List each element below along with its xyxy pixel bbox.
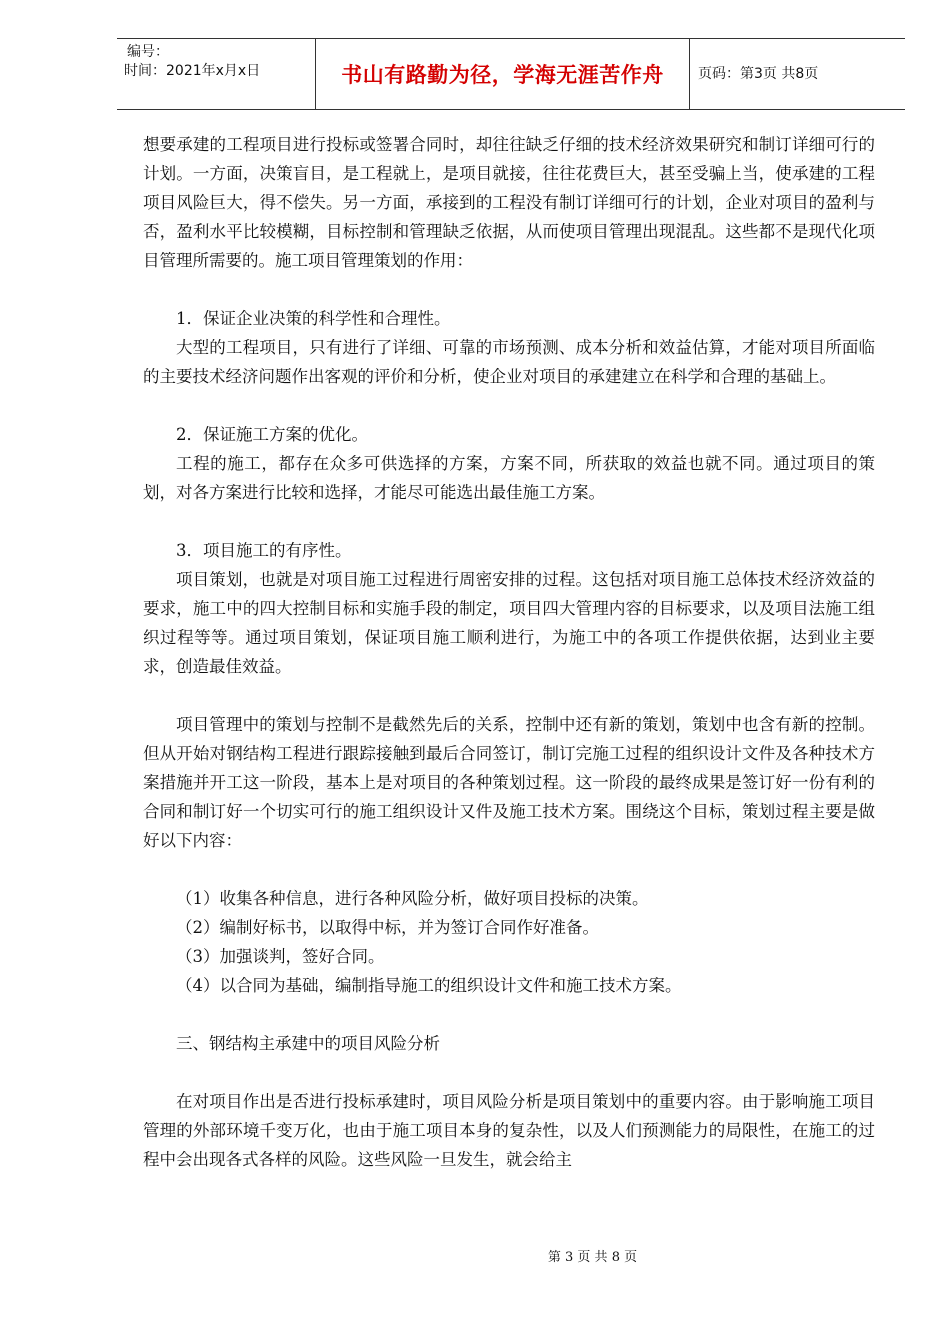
item-heading: 3．项目施工的有序性。: [176, 541, 352, 560]
time-label: 时间：2021年x月x日: [124, 63, 261, 79]
spacer: [143, 855, 875, 884]
spacer: [143, 507, 875, 536]
paragraph: 工程的施工，都存在众多可供选择的方案，方案不同，所获取的效益也就不同。通过项目的策划，对各方案进行比较和选择，才能尽可能选出最佳施工方案。: [143, 454, 875, 502]
item-heading: 2．保证施工方案的优化。: [176, 425, 368, 444]
item-heading: 1．保证企业决策的科学性和合理性。: [176, 309, 451, 328]
page-label: 页码：第3页 共8页: [698, 65, 819, 82]
spacer: [143, 275, 875, 304]
list-item: （4）以合同为基础，编制指导施工的组织设计文件和施工技术方案。: [176, 976, 682, 995]
header-page-cell: [690, 39, 905, 109]
document-body: [143, 130, 875, 1174]
paragraph: 想要承建的工程项目进行投标或签署合同时，却往往缺乏仔细的技术经济效果研究和制订详细可行的计划。一方面，决策盲目，是工程就上，是项目就接，往往花费巨大，甚至受骗上当，使承建的工程项目风险巨大，得不偿失。另一方面，承接到的工程没有制订详细可行的计划，企业对项目的盈利与否，盈利水平比较模糊，目标控制和管理缺乏依据，从而使项目管理出现混乱。这些都不是现代化项目管理所需要的。施工项目管理策划的作用：: [143, 135, 875, 270]
document-header: [117, 38, 905, 110]
page-footer: [0, 1246, 950, 1265]
paragraph: 项目管理中的策划与控制不是截然先后的关系，控制中还有新的策划，策划中也含有新的控制。但从开始对钢结构工程进行跟踪接触到最后合同签订，制订完施工过程的组织设计文件及各种技术方案措施并开工这一阶段，基本上是对项目的各种策划过程。这一阶段的最终成果是签订好一份有利的合同和制订好一个切实可行的施工组织设计又件及施工技术方案。围绕这个目标，策划过程主要是做好以下内容：: [143, 715, 875, 850]
list-item: （3）加强谈判，签好合同。: [176, 947, 385, 966]
motto-text: 书山有路勤为径，学海无涯苦作舟: [341, 63, 664, 87]
paragraph: 项目策划，也就是对项目施工过程进行周密安排的过程。这包括对项目施工总体技术经济效益的要求，施工中的四大控制目标和实施手段的制定，项目四大管理内容的目标要求，以及项目法施工组织过程等等。通过项目策划，保证项目施工顺利进行，为施工中的各项工作提供依据，达到业主要求，创造最佳效益。: [143, 570, 875, 676]
footer-page-number: 第 3 页 共 8 页: [547, 1250, 638, 1265]
list-item: （2）编制好标书，以取得中标，并为签订合同作好准备。: [176, 918, 599, 937]
spacer: [143, 1058, 875, 1087]
header-meta-cell: [117, 39, 316, 109]
spacer: [143, 391, 875, 420]
spacer: [143, 1000, 875, 1029]
paragraph: 大型的工程项目，只有进行了详细、可靠的市场预测、成本分析和效益估算，才能对项目所面临的主要技术经济问题作出客观的评价和分析，使企业对项目的承建建立在科学和合理的基础上。: [143, 338, 875, 386]
list-item: （1）收集各种信息，进行各种风险分析，做好项目投标的决策。: [176, 889, 649, 908]
paragraph: 在对项目作出是否进行投标承建时，项目风险分析是项目策划中的重要内容。由于影响施工项目管理的外部环境千变万化，也由于施工项目本身的复杂性，以及人们预测能力的局限性，在施工的过程中会出现各式各样的风险。这些风险一旦发生，就会给主: [143, 1092, 875, 1169]
header-motto-cell: [316, 39, 690, 109]
section-heading: 三、钢结构主承建中的项目风险分析: [176, 1034, 440, 1053]
spacer: [143, 681, 875, 710]
number-label: 编号：: [127, 44, 169, 60]
